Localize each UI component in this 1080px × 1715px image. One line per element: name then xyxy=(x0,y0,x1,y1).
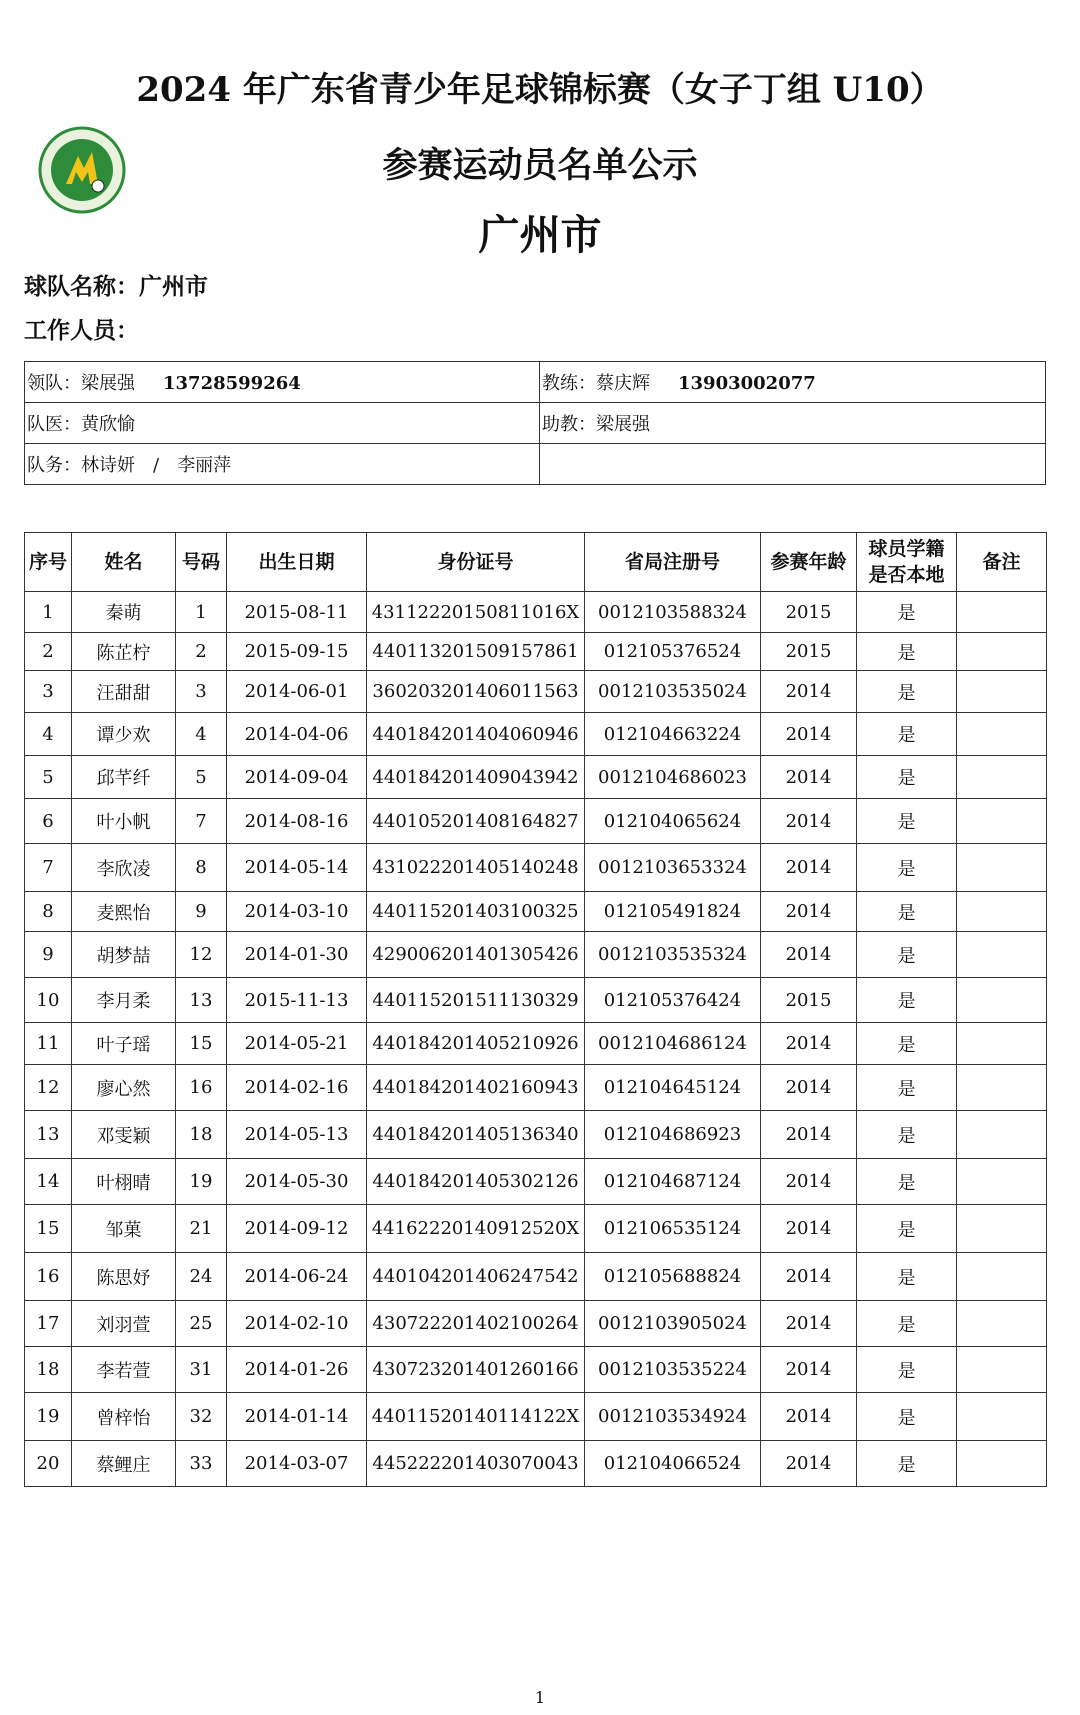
coach-cell xyxy=(540,362,1046,403)
name-cell: 邓雯颖 xyxy=(72,1111,176,1159)
index-cell: 4 xyxy=(25,713,72,756)
staff-row xyxy=(25,444,1046,485)
roster-header-row xyxy=(25,533,1047,592)
name-cell: 胡梦喆 xyxy=(72,932,176,978)
id-number-cell: 440184201404060946 xyxy=(367,713,585,756)
registration-cell: 012105688824 xyxy=(585,1253,761,1301)
empty-cell xyxy=(540,444,1046,485)
age-group-cell: 2014 xyxy=(761,1159,857,1205)
local-status-cell: 是 xyxy=(857,1393,957,1441)
number-cell: 19 xyxy=(176,1159,227,1205)
birth-date-cell: 2014-04-06 xyxy=(227,713,367,756)
number-cell: 9 xyxy=(176,892,227,932)
number-cell: 8 xyxy=(176,844,227,892)
col-age-group-header: 参赛年龄 xyxy=(761,533,857,592)
birth-date-cell: 2014-05-13 xyxy=(227,1111,367,1159)
id-number-cell: 44011520140114122X xyxy=(367,1393,585,1441)
coach-phone: 13903002077 xyxy=(678,373,816,394)
staff-table xyxy=(24,361,1046,485)
remarks-cell xyxy=(957,844,1047,892)
number-cell: 32 xyxy=(176,1393,227,1441)
remarks-cell xyxy=(957,592,1047,633)
number-cell: 31 xyxy=(176,1347,227,1393)
team-name-line xyxy=(24,268,208,301)
registration-cell: 0012104686023 xyxy=(585,756,761,799)
name-cell: 李若萱 xyxy=(72,1347,176,1393)
index-cell: 12 xyxy=(25,1065,72,1111)
staff-row xyxy=(25,403,1046,444)
remarks-cell xyxy=(957,1253,1047,1301)
table-row xyxy=(25,1393,1047,1441)
age-group-cell: 2014 xyxy=(761,1441,857,1487)
number-cell: 13 xyxy=(176,978,227,1023)
roster-table xyxy=(24,532,1047,1487)
table-row xyxy=(25,892,1047,932)
local-status-cell: 是 xyxy=(857,1441,957,1487)
id-number-cell: 360203201406011563 xyxy=(367,671,585,713)
id-number-cell: 440184201409043942 xyxy=(367,756,585,799)
local-status-cell: 是 xyxy=(857,1205,957,1253)
number-cell: 15 xyxy=(176,1023,227,1065)
birth-date-cell: 2014-03-07 xyxy=(227,1441,367,1487)
birth-date-cell: 2014-09-12 xyxy=(227,1205,367,1253)
age-group-cell: 2014 xyxy=(761,1065,857,1111)
number-cell: 7 xyxy=(176,799,227,844)
document-title: 2024 年广东省青少年足球锦标赛（女子丁组 U10） xyxy=(136,70,944,110)
name-cell: 汪甜甜 xyxy=(72,671,176,713)
id-number-cell: 440115201511130329 xyxy=(367,978,585,1023)
name-cell: 谭少欢 xyxy=(72,713,176,756)
index-cell: 19 xyxy=(25,1393,72,1441)
id-number-cell: 440184201402160943 xyxy=(367,1065,585,1111)
local-status-cell: 是 xyxy=(857,1023,957,1065)
registration-cell: 0012104686124 xyxy=(585,1023,761,1065)
id-number-cell: 440115201403100325 xyxy=(367,892,585,932)
assistant-cell xyxy=(540,403,1046,444)
remarks-cell xyxy=(957,1065,1047,1111)
local-status-cell: 是 xyxy=(857,1347,957,1393)
name-cell: 蔡鲤庄 xyxy=(72,1441,176,1487)
birth-date-cell: 2015-08-11 xyxy=(227,592,367,633)
index-cell: 18 xyxy=(25,1347,72,1393)
registration-cell: 012105376424 xyxy=(585,978,761,1023)
index-cell: 10 xyxy=(25,978,72,1023)
number-cell: 4 xyxy=(176,713,227,756)
table-row xyxy=(25,799,1047,844)
team-name-value: 广州市 xyxy=(139,274,208,300)
local-status-cell: 是 xyxy=(857,633,957,671)
age-group-cell: 2014 xyxy=(761,1347,857,1393)
number-cell: 16 xyxy=(176,1065,227,1111)
id-number-cell: 43112220150811016X xyxy=(367,592,585,633)
index-cell: 14 xyxy=(25,1159,72,1205)
registration-cell: 0012103588324 xyxy=(585,592,761,633)
local-status-cell: 是 xyxy=(857,1159,957,1205)
coach-label: 教练： xyxy=(542,373,596,394)
leader-name: 梁展强 xyxy=(81,373,135,394)
birth-date-cell: 2014-05-30 xyxy=(227,1159,367,1205)
index-cell: 6 xyxy=(25,799,72,844)
table-row xyxy=(25,1253,1047,1301)
index-cell: 9 xyxy=(25,932,72,978)
col-number-header: 号码 xyxy=(176,533,227,592)
local-status-cell: 是 xyxy=(857,844,957,892)
remarks-cell xyxy=(957,633,1047,671)
number-cell: 5 xyxy=(176,756,227,799)
index-cell: 8 xyxy=(25,892,72,932)
local-status-cell: 是 xyxy=(857,799,957,844)
name-cell: 刘羽萱 xyxy=(72,1301,176,1347)
number-cell: 21 xyxy=(176,1205,227,1253)
birth-date-cell: 2015-11-13 xyxy=(227,978,367,1023)
id-number-cell: 431022201405140248 xyxy=(367,844,585,892)
name-cell: 叶小帆 xyxy=(72,799,176,844)
staff-row xyxy=(25,362,1046,403)
table-row xyxy=(25,633,1047,671)
table-row xyxy=(25,756,1047,799)
local-status-cell: 是 xyxy=(857,1253,957,1301)
registration-cell: 012104066524 xyxy=(585,1441,761,1487)
document-subtitle: 参赛运动员名单公示 xyxy=(382,145,698,186)
name-cell: 叶子瑶 xyxy=(72,1023,176,1065)
name-cell: 陈思妤 xyxy=(72,1253,176,1301)
table-row xyxy=(25,1023,1047,1065)
index-cell: 15 xyxy=(25,1205,72,1253)
table-row xyxy=(25,978,1047,1023)
age-group-cell: 2014 xyxy=(761,1301,857,1347)
remarks-cell xyxy=(957,1159,1047,1205)
birth-date-cell: 2014-03-10 xyxy=(227,892,367,932)
number-cell: 12 xyxy=(176,932,227,978)
manager-names: 林诗妍 / 李丽萍 xyxy=(81,455,232,476)
local-status-cell: 是 xyxy=(857,756,957,799)
remarks-cell xyxy=(957,892,1047,932)
age-group-cell: 2014 xyxy=(761,1111,857,1159)
birth-date-cell: 2014-09-04 xyxy=(227,756,367,799)
number-cell: 1 xyxy=(176,592,227,633)
age-group-cell: 2014 xyxy=(761,671,857,713)
remarks-cell xyxy=(957,713,1047,756)
doctor-cell xyxy=(25,403,540,444)
registration-cell: 0012103535024 xyxy=(585,671,761,713)
id-number-cell: 430722201402100264 xyxy=(367,1301,585,1347)
age-group-cell: 2014 xyxy=(761,1205,857,1253)
age-group-cell: 2014 xyxy=(761,1393,857,1441)
local-status-cell: 是 xyxy=(857,713,957,756)
birth-date-cell: 2014-01-30 xyxy=(227,932,367,978)
id-number-cell: 430723201401260166 xyxy=(367,1347,585,1393)
registration-cell: 012106535124 xyxy=(585,1205,761,1253)
number-cell: 24 xyxy=(176,1253,227,1301)
birth-date-cell: 2014-05-14 xyxy=(227,844,367,892)
age-group-cell: 2014 xyxy=(761,799,857,844)
name-cell: 陈芷柠 xyxy=(72,633,176,671)
doctor-name: 黄欣愉 xyxy=(81,414,135,435)
remarks-cell xyxy=(957,1393,1047,1441)
remarks-cell xyxy=(957,932,1047,978)
birth-date-cell: 2014-05-21 xyxy=(227,1023,367,1065)
id-number-cell: 440184201405302126 xyxy=(367,1159,585,1205)
local-status-cell: 是 xyxy=(857,932,957,978)
registration-cell: 0012103653324 xyxy=(585,844,761,892)
local-status-cell: 是 xyxy=(857,1301,957,1347)
id-number-cell: 440105201408164827 xyxy=(367,799,585,844)
team-name-label: 球队名称： xyxy=(24,274,139,300)
index-cell: 2 xyxy=(25,633,72,671)
birth-date-cell: 2014-06-24 xyxy=(227,1253,367,1301)
age-group-cell: 2014 xyxy=(761,932,857,978)
number-cell: 2 xyxy=(176,633,227,671)
remarks-cell xyxy=(957,1111,1047,1159)
index-cell: 3 xyxy=(25,671,72,713)
local-status-cell: 是 xyxy=(857,592,957,633)
birth-date-cell: 2015-09-15 xyxy=(227,633,367,671)
remarks-cell xyxy=(957,671,1047,713)
table-row xyxy=(25,1205,1047,1253)
age-group-cell: 2014 xyxy=(761,756,857,799)
assistant-label: 助教： xyxy=(542,414,596,435)
registration-cell: 0012103535324 xyxy=(585,932,761,978)
index-cell: 5 xyxy=(25,756,72,799)
table-row xyxy=(25,932,1047,978)
remarks-cell xyxy=(957,1347,1047,1393)
doctor-label: 队医： xyxy=(27,414,81,435)
leader-label: 领队： xyxy=(27,373,81,394)
table-row xyxy=(25,713,1047,756)
age-group-cell: 2014 xyxy=(761,1023,857,1065)
index-cell: 13 xyxy=(25,1111,72,1159)
col-name-header: 姓名 xyxy=(72,533,176,592)
name-cell: 秦萌 xyxy=(72,592,176,633)
registration-cell: 012104686923 xyxy=(585,1111,761,1159)
index-cell: 20 xyxy=(25,1441,72,1487)
age-group-cell: 2014 xyxy=(761,713,857,756)
birth-date-cell: 2014-02-16 xyxy=(227,1065,367,1111)
local-status-cell: 是 xyxy=(857,1065,957,1111)
table-row xyxy=(25,592,1047,633)
col-registration-number-header: 省局注册号 xyxy=(585,533,761,592)
table-row xyxy=(25,671,1047,713)
registration-cell: 0012103534924 xyxy=(585,1393,761,1441)
number-cell: 18 xyxy=(176,1111,227,1159)
assistant-name: 梁展强 xyxy=(596,414,650,435)
staff-heading: 工作人员： xyxy=(24,318,139,344)
index-cell: 1 xyxy=(25,592,72,633)
name-cell: 李月柔 xyxy=(72,978,176,1023)
id-number-cell: 440184201405210926 xyxy=(367,1023,585,1065)
table-row xyxy=(25,1159,1047,1205)
remarks-cell xyxy=(957,978,1047,1023)
id-number-cell: 44162220140912520X xyxy=(367,1205,585,1253)
coach-name: 蔡庆辉 xyxy=(596,373,650,394)
id-number-cell: 429006201401305426 xyxy=(367,932,585,978)
registration-cell: 012104645124 xyxy=(585,1065,761,1111)
id-number-cell: 440104201406247542 xyxy=(367,1253,585,1301)
index-cell: 11 xyxy=(25,1023,72,1065)
registration-cell: 012104663224 xyxy=(585,713,761,756)
id-number-cell: 440184201405136340 xyxy=(367,1111,585,1159)
name-cell: 麦熙怡 xyxy=(72,892,176,932)
col-id-number-header: 身份证号 xyxy=(367,533,585,592)
manager-label: 队务： xyxy=(27,455,81,476)
table-row xyxy=(25,1441,1047,1487)
age-group-cell: 2014 xyxy=(761,892,857,932)
birth-date-cell: 2014-02-10 xyxy=(227,1301,367,1347)
age-group-cell: 2015 xyxy=(761,633,857,671)
city-heading: 广州市 xyxy=(478,211,602,259)
local-status-cell: 是 xyxy=(857,1111,957,1159)
registration-cell: 012105376524 xyxy=(585,633,761,671)
age-group-cell: 2014 xyxy=(761,844,857,892)
roster-body xyxy=(25,592,1047,1487)
registration-cell: 0012103905024 xyxy=(585,1301,761,1347)
remarks-cell xyxy=(957,756,1047,799)
col-local-status-header: 球员学籍 是否本地 xyxy=(857,533,957,592)
number-cell: 33 xyxy=(176,1441,227,1487)
registration-cell: 012104687124 xyxy=(585,1159,761,1205)
name-cell: 廖心然 xyxy=(72,1065,176,1111)
col-birth-date-header: 出生日期 xyxy=(227,533,367,592)
remarks-cell xyxy=(957,1441,1047,1487)
manager-cell xyxy=(25,444,540,485)
local-status-cell: 是 xyxy=(857,892,957,932)
remarks-cell xyxy=(957,1023,1047,1065)
birth-date-cell: 2014-01-26 xyxy=(227,1347,367,1393)
name-cell: 李欣凌 xyxy=(72,844,176,892)
leader-cell xyxy=(25,362,540,403)
number-cell: 3 xyxy=(176,671,227,713)
name-cell: 邱芊纤 xyxy=(72,756,176,799)
remarks-cell xyxy=(957,1205,1047,1253)
index-cell: 17 xyxy=(25,1301,72,1347)
col-remarks-header: 备注 xyxy=(957,533,1047,592)
registration-cell: 012104065624 xyxy=(585,799,761,844)
birth-date-cell: 2014-08-16 xyxy=(227,799,367,844)
registration-cell: 0012103535224 xyxy=(585,1347,761,1393)
local-status-cell: 是 xyxy=(857,671,957,713)
name-cell: 曾梓怡 xyxy=(72,1393,176,1441)
table-row xyxy=(25,844,1047,892)
index-cell: 16 xyxy=(25,1253,72,1301)
remarks-cell xyxy=(957,799,1047,844)
table-row xyxy=(25,1347,1047,1393)
id-number-cell: 440113201509157861 xyxy=(367,633,585,671)
age-group-cell: 2014 xyxy=(761,1253,857,1301)
remarks-cell xyxy=(957,1301,1047,1347)
name-cell: 叶栩晴 xyxy=(72,1159,176,1205)
index-cell: 7 xyxy=(25,844,72,892)
table-row xyxy=(25,1065,1047,1111)
name-cell: 邹菓 xyxy=(72,1205,176,1253)
birth-date-cell: 2014-06-01 xyxy=(227,671,367,713)
number-cell: 25 xyxy=(176,1301,227,1347)
registration-cell: 012105491824 xyxy=(585,892,761,932)
birth-date-cell: 2014-01-14 xyxy=(227,1393,367,1441)
age-group-cell: 2015 xyxy=(761,592,857,633)
table-row xyxy=(25,1111,1047,1159)
id-number-cell: 445222201403070043 xyxy=(367,1441,585,1487)
col-index-header: 序号 xyxy=(25,533,72,592)
football-association-logo-icon xyxy=(38,126,126,214)
age-group-cell: 2015 xyxy=(761,978,857,1023)
page-number: 1 xyxy=(534,1688,546,1707)
table-row xyxy=(25,1301,1047,1347)
leader-phone: 13728599264 xyxy=(163,373,301,394)
local-status-cell: 是 xyxy=(857,978,957,1023)
